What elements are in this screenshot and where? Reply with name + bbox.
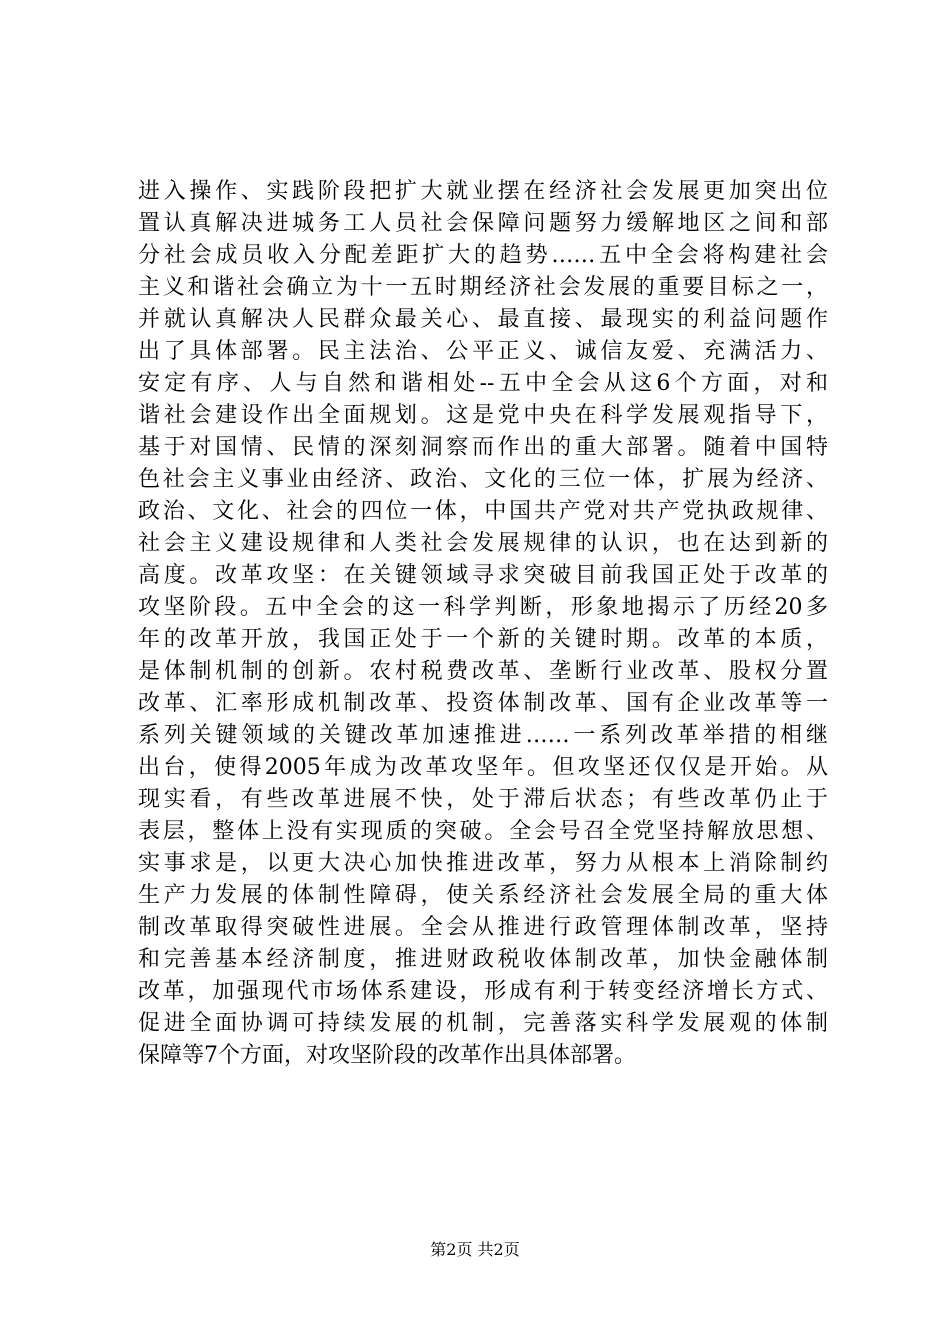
text-line: 谐社会建设作出全面规划。这是党中央在科学发展观指导下， [138, 403, 828, 428]
text-line: 高度。改革攻坚：在关键领域寻求突破目前我国正处于改革的 [138, 563, 828, 588]
text-line: 政治、文化、社会的四位一体，中国共产党对共产党执政规律、 [138, 499, 828, 524]
text-line: 是体制机制的创新。农村税费改革、垄断行业改革、股权分置 [138, 659, 828, 684]
text-line: 并就认真解决人民群众最关心、最直接、最现实的利益问题作 [138, 307, 828, 332]
text-line: 色社会主义事业由经济、政治、文化的三位一体，扩展为经济、 [138, 467, 828, 492]
text-line: 改革、汇率形成机制改革、投资体制改革、国有企业改革等一 [138, 691, 828, 716]
text-line: 出台，使得2005年成为改革攻坚年。但攻坚还仅仅是开始。从 [138, 755, 828, 780]
text-line: 置认真解决进城务工人员社会保障问题努力缓解地区之间和部 [138, 211, 828, 236]
text-line: 系列关键领域的关键改革加速推进……一系列改革举措的相继 [138, 723, 828, 748]
text-line: 保障等7个方面，对攻坚阶段的改革作出具体部署。 [138, 1043, 636, 1068]
text-line: 表层，整体上没有实现质的突破。全会号召全党坚持解放思想、 [138, 819, 828, 844]
text-line: 和完善基本经济制度，推进财政税收体制改革，加快金融体制 [138, 947, 828, 972]
text-line: 进入操作、实践阶段把扩大就业摆在经济社会发展更加突出位 [138, 179, 828, 204]
text-line: 分社会成员收入分配差距扩大的趋势……五中全会将构建社会 [138, 243, 828, 268]
body-paragraph [138, 176, 828, 1072]
text-line: 主义和谐社会确立为十一五时期经济社会发展的重要目标之一， [138, 275, 828, 300]
text-line: 改革，加强现代市场体系建设，形成有利于转变经济增长方式、 [138, 979, 828, 1004]
text-line: 安定有序、人与自然和谐相处--五中全会从这6个方面，对和 [138, 371, 828, 396]
text-line: 实事求是，以更大决心加快推进改革，努力从根本上消除制约 [138, 851, 828, 876]
text-line: 生产力发展的体制性障碍，使关系经济社会发展全局的重大体 [138, 883, 828, 908]
text-line: 出了具体部署。民主法治、公平正义、诚信友爱、充满活力、 [138, 339, 828, 364]
text-line: 攻坚阶段。五中全会的这一科学判断，形象地揭示了历经20多 [138, 595, 828, 620]
text-line: 现实看，有些改革进展不快，处于滞后状态；有些改革仍止于 [138, 787, 828, 812]
text-line: 基于对国情、民情的深刻洞察而作出的重大部署。随着中国特 [138, 435, 828, 460]
text-line: 促进全面协调可持续发展的机制，完善落实科学发展观的体制 [138, 1011, 828, 1036]
text-line: 社会主义建设规律和人类社会发展规律的认识，也在达到新的 [138, 531, 828, 556]
text-line: 年的改革开放，我国正处于一个新的关键时期。改革的本质， [138, 627, 828, 652]
page-number-footer: 第2页 共2页 [430, 1240, 520, 1259]
text-line: 制改革取得突破性进展。全会从推进行政管理体制改革，坚持 [138, 915, 828, 940]
